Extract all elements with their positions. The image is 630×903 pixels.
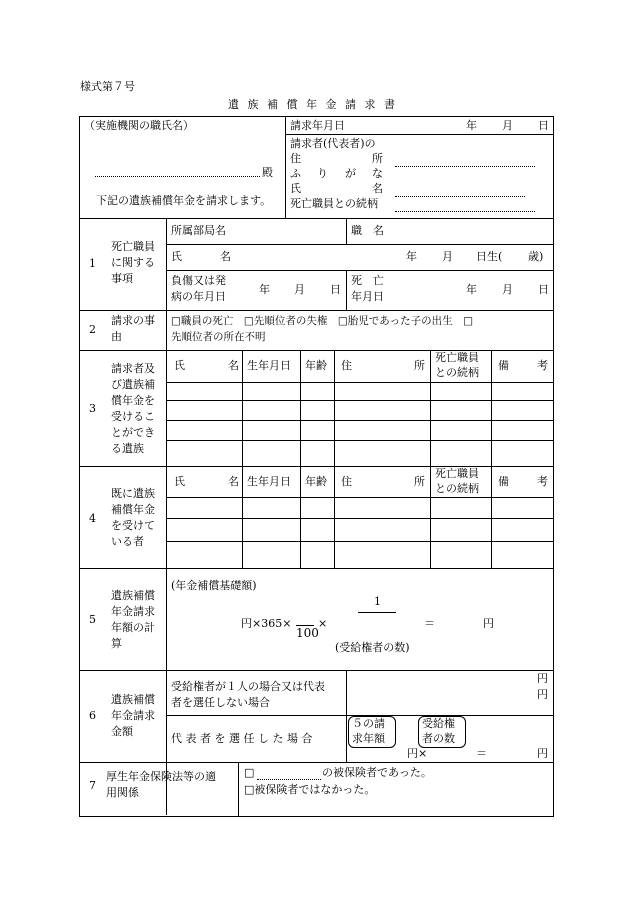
section5-label-2: 年金請求 <box>111 605 155 618</box>
section5-label-4: 算 <box>111 637 122 650</box>
injury-date-label-2: 病の年月日 <box>171 290 226 303</box>
request-year: 年 <box>466 119 477 132</box>
section1-label-3: 事項 <box>111 272 133 285</box>
name-field[interactable] <box>395 196 525 197</box>
case1-line2: 者を選任しない場合 <box>171 696 270 709</box>
th4-birth: 生年月日 <box>247 475 291 488</box>
request-sentence: 下記の遺族補償年金を請求します。 <box>96 194 272 207</box>
case1-yen-1: 円 <box>537 672 548 685</box>
th3-addr-1: 住 <box>341 359 352 372</box>
furigana-1: ふ <box>290 167 301 180</box>
base-amount-label: (年金補償基礎額) <box>171 579 257 592</box>
section4-label-3: を受けて <box>111 519 155 532</box>
section1-number: 1 <box>89 257 96 270</box>
section1-label-2: に関する <box>111 256 155 269</box>
section5-label-1: 遺族補償 <box>111 589 155 602</box>
option1-checkbox[interactable]: □ <box>244 766 255 779</box>
section3-label-5: とができ <box>111 426 155 439</box>
section4-label-4: いる者 <box>111 535 144 548</box>
th4-relation-2: との続柄 <box>435 482 479 495</box>
th3-age: 年齢 <box>305 359 327 372</box>
birth-month: 月 <box>442 250 453 263</box>
name-label-1: 氏 <box>290 182 301 195</box>
th4-addr-1: 住 <box>341 475 352 488</box>
deceased-name-label-1: 氏 <box>171 250 182 263</box>
th3-remarks-2: 考 <box>537 359 548 372</box>
th4-remarks-1: 備 <box>498 475 509 488</box>
option2-checkbox-label[interactable]: □被保険者ではなかった。 <box>244 783 376 796</box>
formula-left: 円×365× <box>241 617 292 630</box>
th4-addr-2: 所 <box>414 475 425 488</box>
th4-remarks-2: 考 <box>537 475 548 488</box>
insurance-name-field[interactable] <box>257 779 321 780</box>
section7-label-2: 用関係 <box>106 786 139 799</box>
section3-label-2: び遺族補 <box>111 378 155 391</box>
case2-yen: 円 <box>537 747 548 760</box>
case2-yen-times: 円× <box>407 747 428 760</box>
post-label: 職 名 <box>351 224 384 237</box>
section5-number: 5 <box>89 613 96 626</box>
address-field[interactable] <box>395 166 535 167</box>
th4-name-2: 名 <box>228 475 239 488</box>
box2-line2: 者の数 <box>422 732 455 745</box>
claimant-label: 請求者(代表者)の <box>290 137 376 150</box>
form-id: 様式第７号 <box>80 80 135 93</box>
section7-number: 7 <box>89 779 96 792</box>
section5-label-3: 年額の計 <box>111 621 155 634</box>
th4-age: 年齢 <box>305 475 327 488</box>
request-day: 日 <box>538 119 549 132</box>
agency-label: （実施機関の職氏名） <box>84 119 194 132</box>
section6-number: 6 <box>89 709 96 722</box>
death-year: 年 <box>466 283 477 296</box>
request-month: 月 <box>502 119 513 132</box>
age-suffix: 歳) <box>528 250 544 263</box>
th3-relation-1: 死亡職員 <box>435 351 479 364</box>
box2-line1: 受給権 <box>422 717 455 730</box>
th3-relation-2: との続柄 <box>435 366 479 379</box>
birth-year: 年 <box>406 250 417 263</box>
furigana-2: り <box>317 167 328 180</box>
section7-label-1: 厚生年金保険法等の適 <box>106 770 216 783</box>
furigana-3: が <box>345 167 356 180</box>
section2-label-1: 請求の事 <box>111 314 155 327</box>
section2-number: 2 <box>89 323 96 336</box>
section3-label-3: 償年金を <box>111 394 155 407</box>
death-day: 日 <box>538 283 549 296</box>
deceased-name-label-2: 名 <box>220 250 231 263</box>
relation-field[interactable] <box>395 211 535 212</box>
case1-line1: 受給権者が１人の場合又は代表 <box>171 680 325 693</box>
injury-month: 月 <box>294 283 305 296</box>
death-date-label-2: 年月日 <box>351 290 384 303</box>
section4-label-1: 既に遺族 <box>111 487 155 500</box>
section4-number: 4 <box>89 512 96 525</box>
th3-birth: 生年月日 <box>247 359 291 372</box>
section3-label-6: る遺族 <box>111 442 144 455</box>
address-label-2: 所 <box>372 152 383 165</box>
relation-label: 死亡職員との続柄 <box>290 197 378 210</box>
form-title: 遺族補償年金請求書 <box>228 98 404 111</box>
agency-name-field[interactable] <box>95 176 260 177</box>
section1-label-1: 死亡職員 <box>111 240 155 253</box>
section3-label-1: 請求者及 <box>111 362 155 375</box>
formula-equals: ＝ <box>424 617 435 630</box>
section4-label-2: 補償年金 <box>111 503 155 516</box>
section3-label-4: 受けるこ <box>111 410 155 423</box>
death-date-label-1: 死 亡 <box>351 274 384 287</box>
case2-label: 代 表 者 を 選 任 し た 場 合 <box>171 732 313 745</box>
formula-100: 100 <box>296 626 319 640</box>
section6-label-3: 金額 <box>111 725 133 738</box>
section2-label-2: 由 <box>111 330 122 343</box>
box1-line1: ５の請 <box>352 717 385 730</box>
honorific: 殿 <box>262 166 273 179</box>
section6-label-2: 年金請求 <box>111 709 155 722</box>
th3-addr-2: 所 <box>414 359 425 372</box>
name-label-2: 名 <box>372 182 383 195</box>
section3-number: 3 <box>89 402 96 415</box>
injury-date-label-1: 負傷又は発 <box>171 274 226 287</box>
case2-equals: ＝ <box>476 747 487 760</box>
dept-label: 所属部局名 <box>171 224 226 237</box>
reason-options-line1[interactable]: □職員の死亡 □先順位者の失権 □胎児であった子の出生 □ <box>171 315 474 327</box>
death-month: 月 <box>502 283 513 296</box>
birth-day: 日生( <box>476 250 503 263</box>
request-date-label: 請求年月日 <box>290 119 345 132</box>
option1-label: の被保険者であった。 <box>322 766 432 779</box>
formula-times: × <box>318 617 328 630</box>
fraction-numerator: 1 <box>374 595 381 608</box>
th3-name-2: 名 <box>228 359 239 372</box>
th3-name-1: 氏 <box>174 359 185 372</box>
formula-yen: 円 <box>483 617 494 630</box>
injury-year: 年 <box>259 283 270 296</box>
address-label-1: 住 <box>290 152 301 165</box>
case1-yen-2: 円 <box>537 688 548 701</box>
fraction-bar <box>358 612 396 613</box>
th4-relation-1: 死亡職員 <box>435 467 479 480</box>
th3-remarks-1: 備 <box>498 359 509 372</box>
reason-options-line2[interactable]: 先順位者の所在不明 <box>171 331 266 343</box>
injury-day: 日 <box>330 283 341 296</box>
box1-line2: 求年額 <box>352 732 385 745</box>
th4-name-1: 氏 <box>174 475 185 488</box>
furigana-4: な <box>372 167 383 180</box>
section6-label-1: 遺族補償 <box>111 693 155 706</box>
fraction-denominator: (受給権者の数) <box>335 641 410 654</box>
